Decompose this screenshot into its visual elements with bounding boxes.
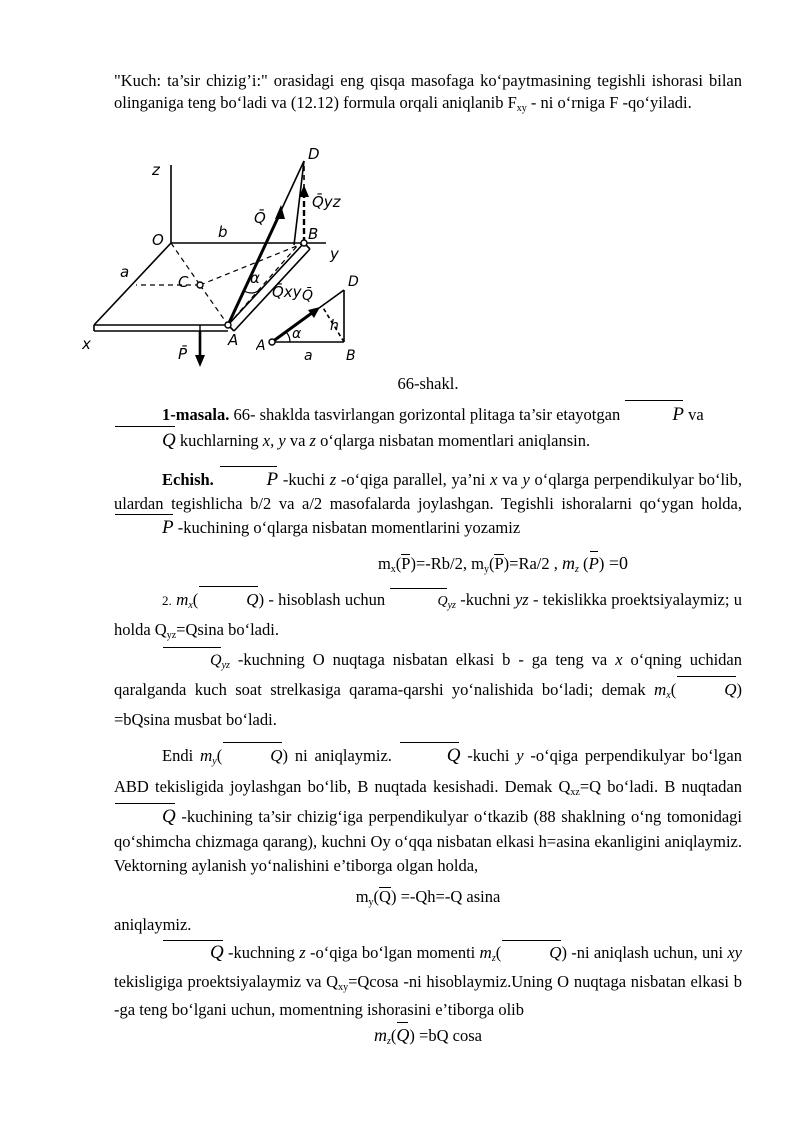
point-A — [225, 322, 231, 328]
figure-caption: 66-shakl. — [397, 374, 459, 393]
equation-1: $m_x(P)=-Rb/2$, $m_y(P)=Ra/2$ , $m_z$ (P) =0 — [377, 553, 629, 575]
label-a: a — [120, 263, 130, 281]
edge-Ox — [94, 243, 171, 325]
solution-paragraph-3: $Q_{yz}$ -kuchning O nuqtaga nisbatan elkasi b - ga teng va x o‘qning uchidan qaralganda kuch soat strelkasiga qarama-qarshi yo‘nalishida bo‘ladi; demak $m_x$( Q) =bQsina musbat bo‘ladi. — [114, 650, 742, 729]
vector-Q: Q — [114, 428, 176, 454]
intro-text: "Kuch: ta’sir chizig’i:" orasidagi eng qisqa masofaga ko‘paytmasining tegishli ishorasi bilan olinganiga teng bo‘ladi va (12.12) formula orqali aniqlanib F — [114, 71, 742, 112]
task-label: 1-masala. — [162, 405, 230, 424]
solution-label: Echish. — [162, 470, 214, 489]
label-Qxy: Q̄xy — [272, 283, 302, 301]
dashed-CA — [200, 285, 228, 325]
vector-P: P — [624, 402, 684, 428]
solution-paragraph-5: aniqlaymiz. — [114, 915, 192, 934]
label-A: A — [228, 331, 239, 349]
label-Q: Q̄ — [254, 209, 266, 227]
label-z: z — [152, 161, 160, 179]
intro-text-end: - ni o‘rniga F -qo‘yiladi. — [526, 93, 692, 112]
label-C: C — [178, 273, 189, 291]
P-arrowhead — [195, 355, 205, 367]
inset-label-Q: Q̄ — [302, 288, 314, 304]
solution-paragraph-4: Endi $m_y$( Q) ni aniqlaymiz. Q -kuchi y -o‘qiga perpendikulyar bo‘lgan ABD tekisligida joylashgan bo‘lib, B nuqtada kesishadi. Demak $Q_{xz}=Q$ bo‘ladi. B nuqtadan Q -kuchining ta’sir chizig‘iga perpendikulyar o‘tkazib (88 shaklning o‘ng tomonidagi qo‘shimcha chizmaga qarang), kuchni Oy o‘qqa nisbatan elkasi h=asina ekanligini aniqlaymiz. Vektorning aylanish yo‘nalishini e’tiborga olgan holda, — [114, 745, 742, 875]
intro-paragraph — [114, 70, 742, 120]
label-O: O — [152, 231, 164, 249]
label-P: P̄ — [178, 345, 188, 363]
label-alpha: α — [250, 269, 260, 287]
label-B: B — [308, 225, 319, 243]
label-D: D — [308, 145, 320, 163]
equation-2: $m_y(Q) =-Qh=-Q$ asina — [355, 887, 501, 908]
solution-paragraph-6: Q -kuchning z -o‘qiga bo‘lgan momenti $m_z$( Q) -ni aniqlash uchun, uni xy tekisligiga proektsiyalaymiz va $Q_{xy}=Qcosa$ -ni hisoblaymiz.Uning O nuqtaga nisbatan elkasi b -ga teng bo‘lgani uchun, momentning ishorasini e’tiborga olib — [114, 942, 742, 1019]
inset-label-h: h — [330, 318, 339, 334]
label-b: b — [218, 223, 228, 241]
task-paragraph: 1-masala. 66- shaklda tasvirlangan gorizontal plitaga ta’sir etayotgan P va Q kuchlarning x, y va z o‘qlarga nisbatan momentlari aniqlansin. — [114, 402, 742, 454]
inset-label-D: D — [348, 274, 359, 290]
inset-label-B: B — [346, 348, 356, 364]
point-C — [197, 282, 203, 288]
label-x: x — [82, 335, 91, 353]
inset-label-a: a — [304, 348, 313, 364]
equation-3: $m_z(Q) =bQ$ cosa — [374, 1025, 482, 1047]
label-y: y — [330, 245, 339, 263]
inset-label-alpha: α — [292, 326, 302, 342]
intro-subscript: xy — [516, 103, 527, 114]
point-B — [301, 240, 307, 246]
solution-paragraph-2: 2. $m_x$( Q) - hisoblash uchun $Q_{yz}$ -kuchni yz - tekislikka proektsiyalaymiz; u holda $Q_{yz}=Qsina$ bo‘ladi. — [114, 590, 743, 641]
inset-label-A: A — [256, 338, 266, 354]
solution-paragraph-1: Echish. P -kuchi z -o‘qiga parallel, ya’ni x va y o‘qlarga perpendikulyar bo‘lib, ulardan tegishlicha b/2 va a/2 masofalarda joylashgan. Tegishli ishoralarni qo‘ygan holda, P -kuchining o‘qlarga nisbatan momentlarini yozamiz — [114, 469, 742, 538]
label-Qyz: Q̄yz — [312, 193, 341, 211]
figure-66-inset — [256, 268, 386, 368]
